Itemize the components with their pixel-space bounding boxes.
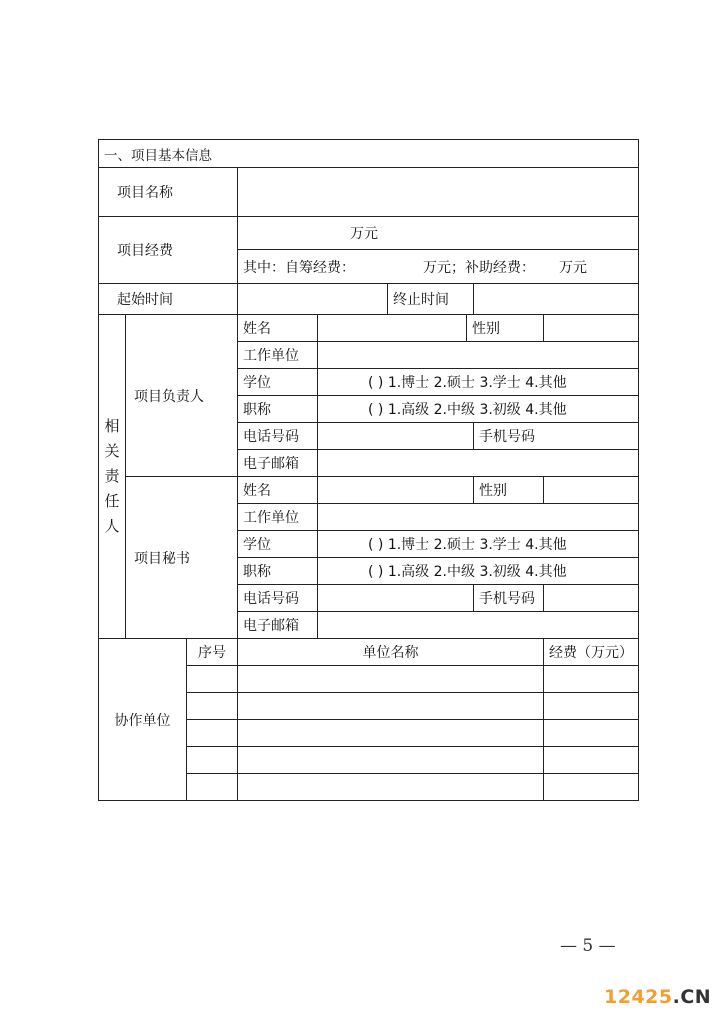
responsible-group-label [99, 315, 126, 639]
leader-employer-label: 工作单位 [238, 342, 318, 369]
funding-breakdown[interactable] [238, 250, 639, 284]
secretary-phone-field[interactable] [318, 585, 474, 612]
leader-mobile-label: 手机号码 [474, 423, 639, 450]
secretary-role-label: 项目秘书 [126, 477, 238, 639]
end-time-field[interactable] [474, 284, 639, 315]
leader-role-label: 项目负责人 [126, 315, 238, 477]
project-funding-field[interactable] [238, 217, 639, 250]
leader-title-label: 职称 [238, 396, 318, 423]
cooperation-seq-cell[interactable] [187, 693, 238, 720]
leader-title-options[interactable]: ( ) 1.高级 2.中级 3.初级 4.其他 [318, 396, 639, 423]
secretary-gender-label: 性别 [474, 477, 544, 504]
leader-name-label: 姓名 [238, 315, 318, 342]
cooperation-unit-cell[interactable] [238, 693, 544, 720]
leader-employer-field[interactable] [318, 342, 639, 369]
cooperation-funding-cell[interactable] [544, 666, 639, 693]
leader-email-label: 电子邮箱 [238, 450, 318, 477]
leader-degree-options[interactable]: ( ) 1.博士 2.硕士 3.学士 4.其他 [318, 369, 639, 396]
self-funding-label: 自筹经费： [285, 259, 355, 276]
cooperation-unit-cell[interactable] [238, 720, 544, 747]
secretary-employer-field[interactable] [318, 504, 639, 531]
secretary-title-label: 职称 [238, 558, 318, 585]
secretary-mobile-label: 手机号码 [474, 585, 544, 612]
secretary-mobile-field[interactable] [544, 585, 639, 612]
start-time-label: 起始时间 [99, 284, 238, 315]
cooperation-funding-header: 经费（万元） [544, 639, 639, 666]
secretary-phone-label: 电话号码 [238, 585, 318, 612]
group-char: 关 [104, 442, 120, 460]
leader-email-field[interactable] [318, 450, 639, 477]
secretary-employer-label: 工作单位 [238, 504, 318, 531]
leader-gender-label: 性别 [467, 315, 544, 342]
secretary-degree-label: 学位 [238, 531, 318, 558]
subsidy-funding-unit: 万元 [559, 259, 587, 276]
funding-prefix: 其中： [243, 259, 285, 276]
funding-unit: 万元 [350, 226, 378, 242]
cooperation-funding-cell[interactable] [544, 720, 639, 747]
cooperation-unit-header: 单位名称 [238, 639, 544, 666]
leader-degree-label: 学位 [238, 369, 318, 396]
cooperation-seq-cell[interactable] [187, 666, 238, 693]
cooperation-unit-cell[interactable] [238, 747, 544, 774]
leader-gender-field[interactable] [544, 315, 639, 342]
project-info-form [98, 139, 639, 801]
cooperation-label: 协作单位 [99, 639, 187, 801]
leader-name-field[interactable] [318, 315, 467, 342]
secretary-degree-options[interactable]: ( ) 1.博士 2.硕士 3.学士 4.其他 [318, 531, 639, 558]
end-time-label: 终止时间 [388, 284, 474, 315]
secretary-name-label: 姓名 [238, 477, 318, 504]
leader-phone-label: 电话号码 [238, 423, 318, 450]
project-funding-label: 项目经费 [99, 217, 238, 284]
cooperation-seq-cell[interactable] [187, 747, 238, 774]
leader-phone-field[interactable] [318, 423, 474, 450]
cooperation-unit-cell[interactable] [238, 774, 544, 801]
cooperation-seq-cell[interactable] [187, 774, 238, 801]
secretary-title-options[interactable]: ( ) 1.高级 2.中级 3.初级 4.其他 [318, 558, 639, 585]
secretary-gender-field[interactable] [544, 477, 639, 504]
group-char: 任 [104, 492, 120, 510]
self-funding-unit: 万元； [423, 259, 465, 276]
subsidy-funding-label: 补助经费： [465, 259, 535, 276]
cooperation-funding-cell[interactable] [544, 774, 639, 801]
site-watermark [604, 986, 711, 1008]
secretary-email-field[interactable] [318, 612, 639, 639]
start-time-field[interactable] [238, 284, 388, 315]
cooperation-funding-cell[interactable] [544, 747, 639, 774]
group-char: 相 [104, 417, 120, 435]
cooperation-funding-cell[interactable] [544, 693, 639, 720]
secretary-email-label: 电子邮箱 [238, 612, 318, 639]
cooperation-seq-header: 序号 [187, 639, 238, 666]
group-char: 责 [104, 467, 120, 485]
section-title: 一、项目基本信息 [99, 140, 639, 168]
project-name-field[interactable] [238, 168, 639, 217]
cooperation-seq-cell[interactable] [187, 720, 238, 747]
cooperation-unit-cell[interactable] [238, 666, 544, 693]
watermark-number: 12425 [604, 986, 673, 1008]
page-number: — 5 — [560, 936, 616, 956]
project-name-label: 项目名称 [99, 168, 238, 217]
secretary-name-field[interactable] [318, 477, 474, 504]
watermark-suffix: .CN [672, 986, 712, 1008]
group-char: 人 [104, 517, 120, 535]
